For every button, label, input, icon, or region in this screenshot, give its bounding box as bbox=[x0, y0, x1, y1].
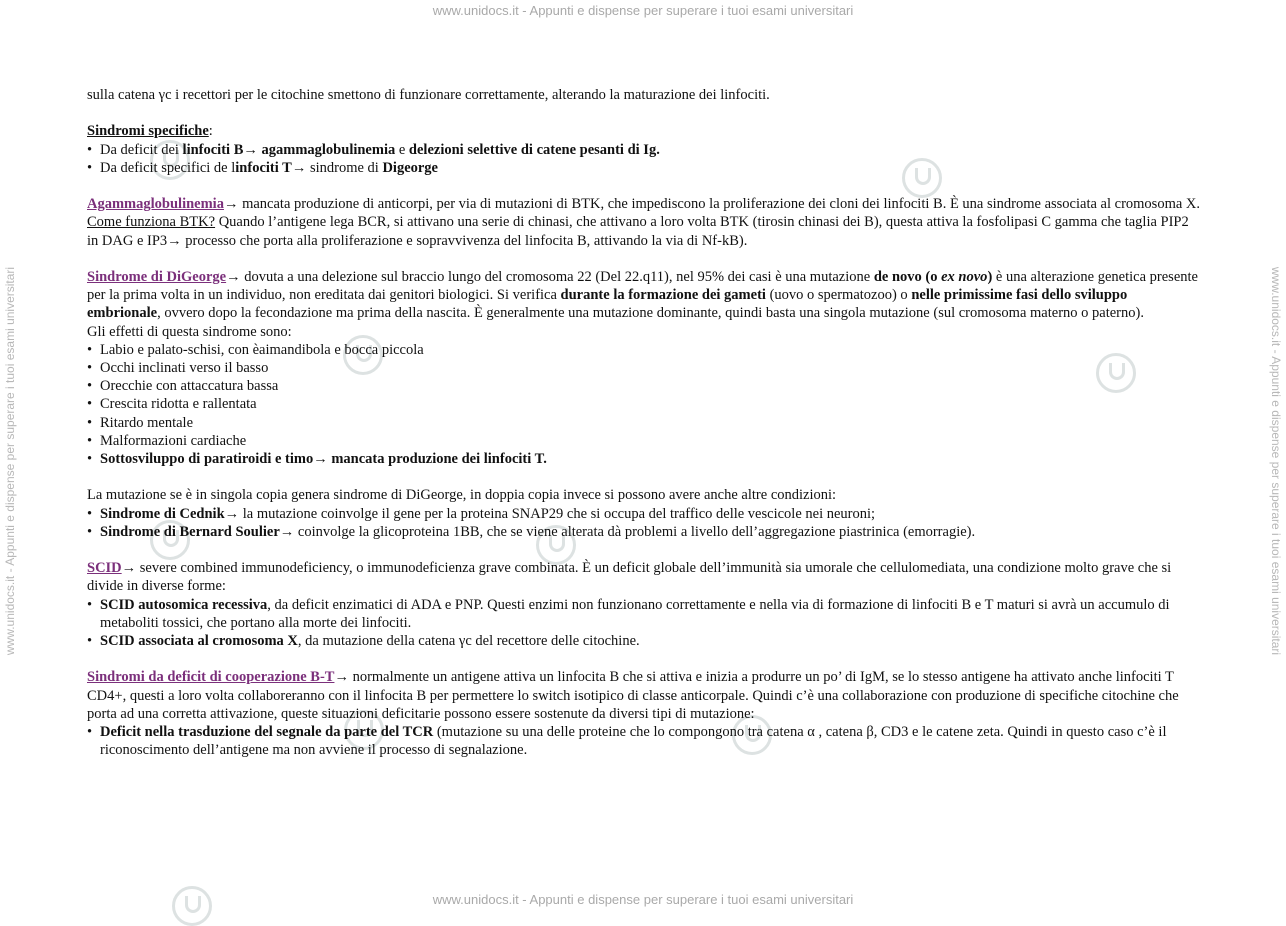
text-run: , da mutazione della catena γc del recettore delle citochine. bbox=[297, 633, 640, 650]
list-item: • Occhi inclinati verso il basso bbox=[87, 359, 1202, 377]
digeorge-title-link[interactable]: Sindrome di DiGeorge bbox=[87, 268, 227, 285]
text-run: → la mutazione coinvolge il gene per la proteina SNAP29 che si occupa del traffico delle vescicole nei neuroni; bbox=[224, 505, 876, 522]
text-run-bold: durante la formazione dei gameti bbox=[560, 287, 766, 304]
text-run: , da deficit enzimatici di ADA e PNP. Questi enzimi non funzionano correttamente e nella via di formazione di linfociti B e T maturi si avrà un accumulo di metaboliti tossici, che portano alla morte dei linfociti. bbox=[100, 596, 1170, 631]
list-item bbox=[87, 141, 1202, 159]
text-run-bold: delezioni selettive di catene pesanti di Ig. bbox=[408, 141, 660, 158]
document-body bbox=[87, 86, 1202, 759]
intro-text: sulla catena γc i recettori per le citochine smettono di funzionare correttamente, alterando la maturazione dei linfociti. bbox=[87, 87, 770, 103]
text-run-bold: infociti T bbox=[235, 159, 292, 176]
list-item bbox=[87, 159, 1202, 177]
digeorge-paragraph bbox=[87, 268, 1202, 323]
text-run-bold: ) bbox=[987, 268, 993, 285]
mutazione-intro: La mutazione se è in singola copia genera sindrome di DiGeorge, in doppia copia invece si possono avere anche altre condizioni: bbox=[87, 487, 837, 504]
list-item: • Malformazioni cardiache bbox=[87, 432, 1202, 450]
cooperazione-title-link[interactable]: Sindromi da deficit di cooperazione B-T bbox=[87, 669, 335, 686]
text-run: → mancata produzione di anticorpi, per via di mutazioni di BTK, che impediscono la proliferazione dei cloni dei linfociti B. È una sindrome associata al cromosoma X. bbox=[223, 196, 1200, 213]
list-item: • Labio e palato-schisi, con èaimandibola e bocca piccola bbox=[87, 341, 1202, 359]
text-run-bold: SCID associata al cromosoma X bbox=[100, 633, 298, 650]
text-run: → severe combined immunodeficiency, o immunodeficienza grave combinata. È un deficit globale dell’immunità sia umorale che cellulomediata, una condizione molto grave che si divide in diverse forme: bbox=[87, 560, 1172, 595]
sindromi-heading bbox=[87, 122, 1202, 140]
list-item bbox=[87, 632, 1202, 650]
list-item: • Ritardo mentale bbox=[87, 414, 1202, 432]
text-run: → normalmente un antigene attiva un linfocita B che si attiva e inizia a produrre un po’ di IgM, se lo stesso antigene ha attivato anche linfociti T CD4+, questi a loro volta collaboreranno con il linfocita B per permettere lo switch isotipico di classe anticorpale. Quindi c’è una collaborazione con produzione di specifiche citochine che porta ad una corretta attivazione, queste situazioni deficitarie possono essere sostenute da diversi tipi di mutazione: bbox=[87, 669, 1179, 722]
cooperazione-paragraph bbox=[87, 668, 1202, 723]
text-run: e bbox=[395, 141, 409, 158]
sindromi-title: Sindromi specifiche bbox=[87, 123, 209, 140]
agamma-paragraph bbox=[87, 195, 1202, 250]
scid-paragraph bbox=[87, 559, 1202, 595]
scid-title-link[interactable]: SCID bbox=[87, 560, 122, 577]
watermark-logo-icon bbox=[172, 886, 212, 926]
watermark-left: www.unidocs.it - Appunti e dispense per superare i tuoi esami universitari bbox=[3, 266, 17, 656]
text-run: → sindrome di bbox=[291, 159, 383, 176]
text-run: → dovuta a una delezione sul braccio lungo del cromosoma 22 (Del 22.q11), nel 95% dei casi è una mutazione bbox=[226, 268, 874, 285]
text-run: Da deficit dei bbox=[100, 141, 183, 158]
text-run: Quando l’antigene lega BCR, si attivano una serie di chinasi, che attivano a loro volta BTK (tirosin chinasi dei B), questa attiva la fosfolipasi C gamma che taglia PIP2 in DAG e IP3→ processo che porta alla proliferazione e sopravvivenza del linfocita B, attivando la via di Nf-kB). bbox=[87, 214, 1189, 249]
list-item bbox=[87, 523, 1202, 541]
text-run-bold: de novo (o bbox=[873, 268, 942, 285]
list-item bbox=[87, 450, 1202, 468]
text-run-bold-italic: ex novo bbox=[941, 268, 988, 285]
text-run-bold: Digeorge bbox=[382, 159, 438, 176]
list-item bbox=[87, 723, 1202, 759]
text-run-bold: Sindrome di Bernard Soulier bbox=[100, 523, 280, 540]
text-run-bold: SCID autosomica recessiva bbox=[100, 596, 268, 613]
text-run-bold: agammaglobulinemia bbox=[261, 141, 396, 158]
list-item bbox=[87, 596, 1202, 632]
text-run: → bbox=[243, 141, 262, 158]
watermark-bottom: www.unidocs.it - Appunti e dispense per superare i tuoi esami universitari bbox=[432, 892, 854, 907]
text-run: Da deficit specifici de l bbox=[100, 159, 236, 176]
agamma-title-link[interactable]: Agammaglobulinemia bbox=[87, 196, 224, 213]
btk-link[interactable]: Come funziona BTK? bbox=[87, 214, 216, 231]
list-item bbox=[87, 505, 1202, 523]
text-run: (mutazione su una delle proteine che lo compongono tra catena α , catena β, CD3 e le catene zeta. Quindi in questo caso c’è il riconoscimento dell’antigene ma non avviene il processo di segnalazione. bbox=[100, 724, 1167, 759]
watermark-right: www.unidocs.it - Appunti e dispense per superare i tuoi esami universitari bbox=[1269, 266, 1283, 656]
text-run: , ovvero dopo la fecondazione ma prima della nascita. È generalmente una mutazione dominante, quindi basta una singola mutazione (sul cromosoma materno o paterno). bbox=[157, 305, 1144, 322]
sindromi-colon: : bbox=[208, 123, 213, 140]
text-run: è una alterazione genetica presente per la prima volta in un individuo, non ereditata dai genitori biologici. Si verifica bbox=[87, 268, 1198, 304]
watermark-top: www.unidocs.it - Appunti e dispense per superare i tuoi esami universitari bbox=[432, 3, 854, 18]
text-run: (uovo o spermatozoo) o bbox=[765, 287, 912, 304]
text-run-bold: linfociti B bbox=[182, 141, 244, 158]
text-run-bold: Deficit nella trasduzione del segnale da parte del TCR bbox=[100, 724, 434, 741]
text-run-bold: Sottosviluppo di paratiroidi e timo→ mancata produzione dei linfociti T. bbox=[100, 451, 547, 468]
text-run-bold: nelle primissime fasi dello sviluppo embrionale bbox=[87, 287, 1128, 322]
list-item: • Orecchie con attaccatura bassa bbox=[87, 377, 1202, 395]
list-item: • Crescita ridotta e rallentata bbox=[87, 395, 1202, 413]
text-run: → coinvolge la glicoproteina 1BB, che se viene alterata dà problemi a livello dell’aggregazione piastrinica (emorragie). bbox=[279, 523, 976, 540]
text-run-bold: Sindrome di Cednik bbox=[100, 505, 225, 522]
effetti-intro: Gli effetti di questa sindrome sono: bbox=[87, 323, 292, 340]
